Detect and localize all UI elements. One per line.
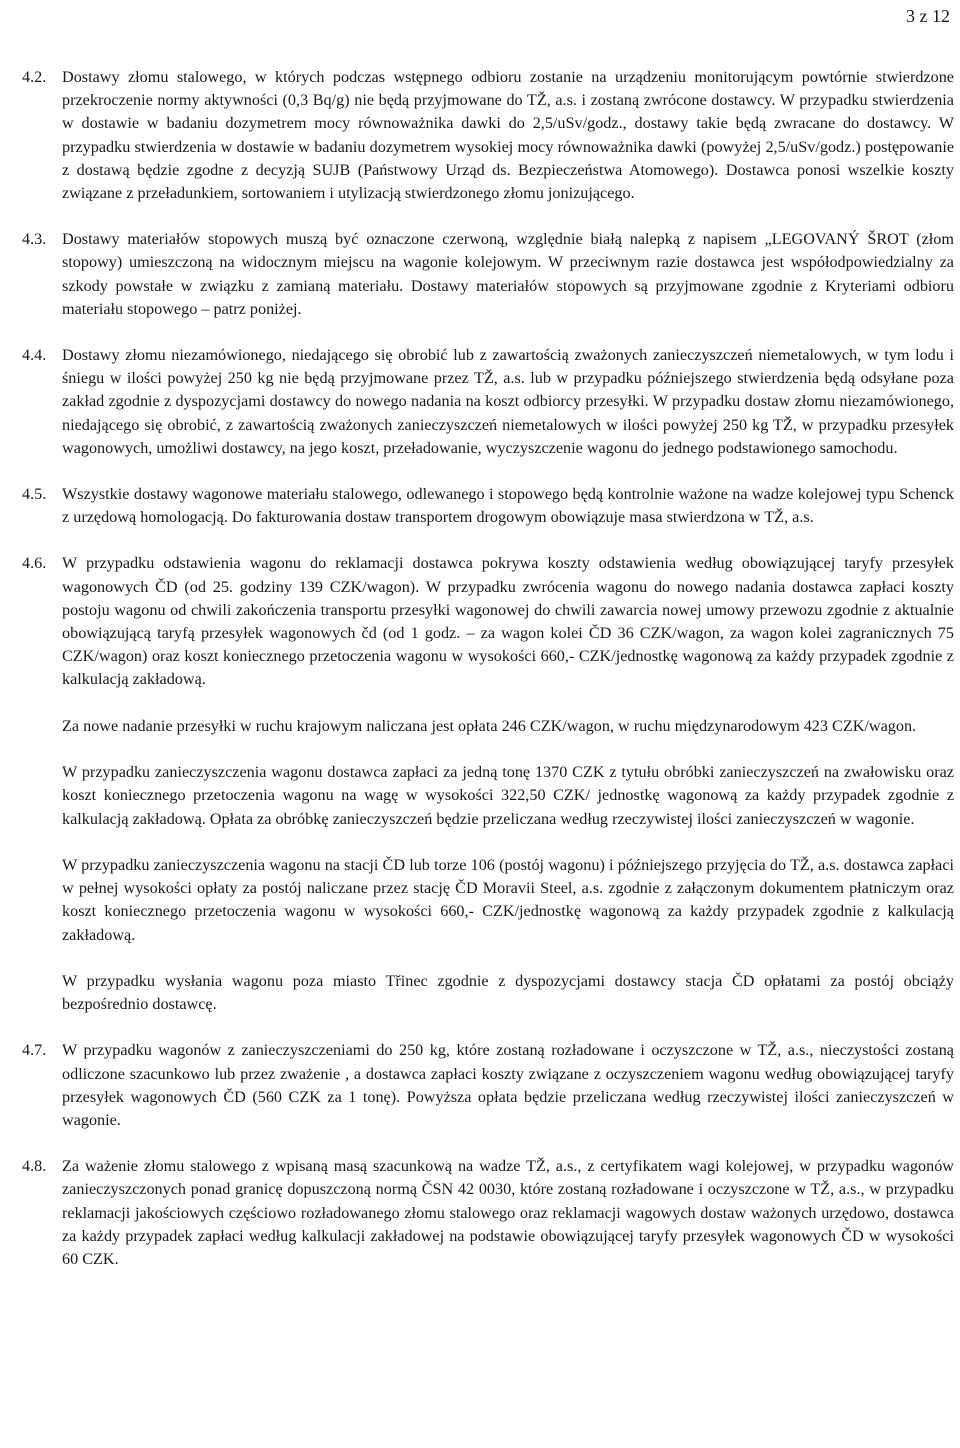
- paragraph: W przypadku zanieczyszczenia wagonu na stacji ČD lub torze 106 (postój wagonu) i późniejszego przyjęcia do TŽ, a.s. dostawca zapłaci w pełnej wysokości opłaty za postój naliczane przez stację ČD Moravii Steel, a.s. zgodnie z załączonym dokumentem płatniczym oraz koszt koniecznego przetoczenia wagonu w wysokości 660,- CZK/jednostkę wagonową za każdy przypadek zgodnie z kalkulacją zakładową.: [62, 856, 954, 944]
- section-body: [62, 1039, 954, 1132]
- section-number: 4.3.: [22, 230, 47, 249]
- section-number: 4.6.: [22, 554, 47, 573]
- paragraph: Za ważenie złomu stalowego z wpisaną masą szacunkową na wadze TŽ, a.s., z certyfikatem wagi kolejowej, w przypadku wagonów zanieczyszczonych ponad granicę dopuszczoną normą ČSN 42 0030, które zostaną rozładowane i oczyszczone w TŽ, a.s., w przypadku reklamacji jakościowych częściowo rozładowanego złomu stalowego oraz reklamacji wagowych dostaw ważonych urzędowo, dostawca za każdy przypadek zapłaci według kalkulacji zakładowej na podstawie obowiązującej taryfy przesyłek wagonowych ČD w wysokości 60 CZK.: [62, 1157, 954, 1269]
- section-number: 4.8.: [22, 1157, 47, 1176]
- paragraph: W przypadku odstawienia wagonu do reklamacji dostawca pokrywa koszty odstawienia według obowiązującej taryfy przesyłek wagonowych ČD (od 25. godziny 139 CZK/wagon). W przypadku zwrócenia wagonu do nowego nadania dostawca zapłaci koszty postoju wagonu od chwili zakończenia transportu przesyłki wagonowej do chwili zawarcia nowej umowy przewozu zgodnie z aktualnie obowiązującą taryfą przesyłek wagonowych čd (od 1 godz. – za wagon kolei ČD 36 CZK/wagon, za wagon kolei zagranicznych 75 CZK/wagon) oraz koszt koniecznego przetoczenia wagonu w wysokości 660,- CZK/jednostkę wagonową za każdy przypadek zgodnie z kalkulacją zakładową.: [62, 554, 954, 689]
- section-number: 4.7.: [22, 1041, 47, 1060]
- section-body: [62, 552, 954, 1016]
- page-number: 3 z 12: [906, 6, 950, 26]
- section-body: [62, 1155, 954, 1271]
- section-number: 4.2.: [22, 68, 47, 86]
- section-4-3: [22, 228, 954, 321]
- section-body: [62, 344, 954, 460]
- section-number: 4.4.: [22, 346, 47, 365]
- section-4-8: [22, 1155, 954, 1271]
- paragraph: Dostawy złomu stalowego, w których podczas wstępnego odbioru zostanie na urządzeniu monitorującym powtórnie stwierdzone przekroczenie normy aktywności (0,3 Bq/g) nie będą przyjmowane do TŽ, a.s. i zostaną zwrócone dostawcy. W przypadku stwierdzenia w dostawie w badaniu dozymetrem mocy równoważnika dawki do 2,5/uSv/godz., dostawy takie będą zwracane do dostawcy. W przypadku stwierdzenia w dostawie w badaniu dozymetrem wysokiej mocy równoważnika dawki (powyżej 2,5/uSv/godz.) postępowanie z dostawą będzie zgodne z decyzją SUJB (Państwowy Urząd ds. Bezpieczeństwa Atomowego). Dostawca ponosi wszelkie koszty związane z przeładunkiem, sortowaniem i utylizacją stwierdzonego złomu jonizującego.: [62, 68, 954, 203]
- section-4-4: [22, 344, 954, 460]
- section-body: [62, 228, 954, 321]
- section-4-5: [22, 483, 954, 529]
- document-body: [22, 66, 954, 1294]
- section-body: [62, 66, 954, 205]
- section-4-2: [22, 66, 954, 205]
- paragraph: Dostawy złomu niezamówionego, niedającego się obrobić lub z zawartością zważonych zanieczyszczeń niemetalowych, w tym lodu i śniegu w ilości powyżej 250 kg nie będą przyjmowane przez TŽ, a.s. lub w przypadku późniejszego stwierdzenia będą odsyłane poza zakład zgodnie z dyspozycjami dostawcy do nowego nadania na koszt odbiorcy przesyłki. W przypadku dostaw złomu niezamówionego, niedającego się obrobić, z zawartością zważonych zanieczyszczeń niemetalowych w ilości powyżej 250 kg TŽ, w przypadku przesyłek wagonowych, umożliwi dostawcy, na jego koszt, przeładowanie, wyczyszczenie wagonu do jednego podstawionego samochodu.: [62, 346, 954, 457]
- paragraph: W przypadku wagonów z zanieczyszczeniami do 250 kg, które zostaną rozładowane i oczyszczone w TŽ, a.s., nieczystości zostaną odliczone szacunkowo lub przez zważenie , a dostawca zapłaci koszty związane z oczyszczeniem wagonu według obowiązującej taryfy przesyłek wagonowych ČD (560 CZK za 1 tonę). Powyższa opłata będzie przeliczana według rzeczywistej ilości zanieczyszczeń w wagonie.: [62, 1041, 954, 1130]
- section-4-6: [22, 552, 954, 1016]
- paragraph: W przypadku zanieczyszczenia wagonu dostawca zapłaci za jedną tonę 1370 CZK z tytułu obróbki zanieczyszczeń na zwałowisku oraz koszt koniecznego przetoczenia wagonu na wagę w wysokości 322,50 CZK/ jednostkę wagonową za każdy przypadek zgodnie z kalkulacją zakładową. Opłata za obróbkę zanieczyszczeń będzie przeliczana według rzeczywistej ilości zanieczyszczeń w wagonie.: [62, 763, 954, 828]
- section-4-7: [22, 1039, 954, 1132]
- section-number: 4.5.: [22, 485, 47, 504]
- paragraph: W przypadku wysłania wagonu poza miasto Třinec zgodnie z dyspozycjami dostawcy stacja ČD opłatami za postój obciąży bezpośrednio dostawcę.: [62, 972, 954, 1014]
- paragraph: Za nowe nadanie przesyłki w ruchu krajowym naliczana jest opłata 246 CZK/wagon, w ruchu międzynarodowym 423 CZK/wagon.: [62, 716, 917, 735]
- paragraph: Dostawy materiałów stopowych muszą być oznaczone czerwoną, względnie białą nalepką z napisem „LEGOVANÝ ŠROT (złom stopowy) umieszczoną na widocznym miejscu na wagonie kolejowym. W przeciwnym razie dostawca jest współodpowiedzialny za szkody powstałe w związku z zamianą materiału. Dostawy materiałów stopowych są przyjmowane zgodnie z Kryteriami odbioru materiału stopowego – patrz poniżej.: [62, 230, 954, 318]
- paragraph: Wszystkie dostawy wagonowe materiału stalowego, odlewanego i stopowego będą kontrolnie ważone na wadze kolejowej typu Schenck z urzędową homologacją. Do fakturowania dostaw transportem drogowym obowiązuje masa stwierdzona w TŽ, a.s.: [62, 485, 954, 527]
- section-body: [62, 483, 954, 529]
